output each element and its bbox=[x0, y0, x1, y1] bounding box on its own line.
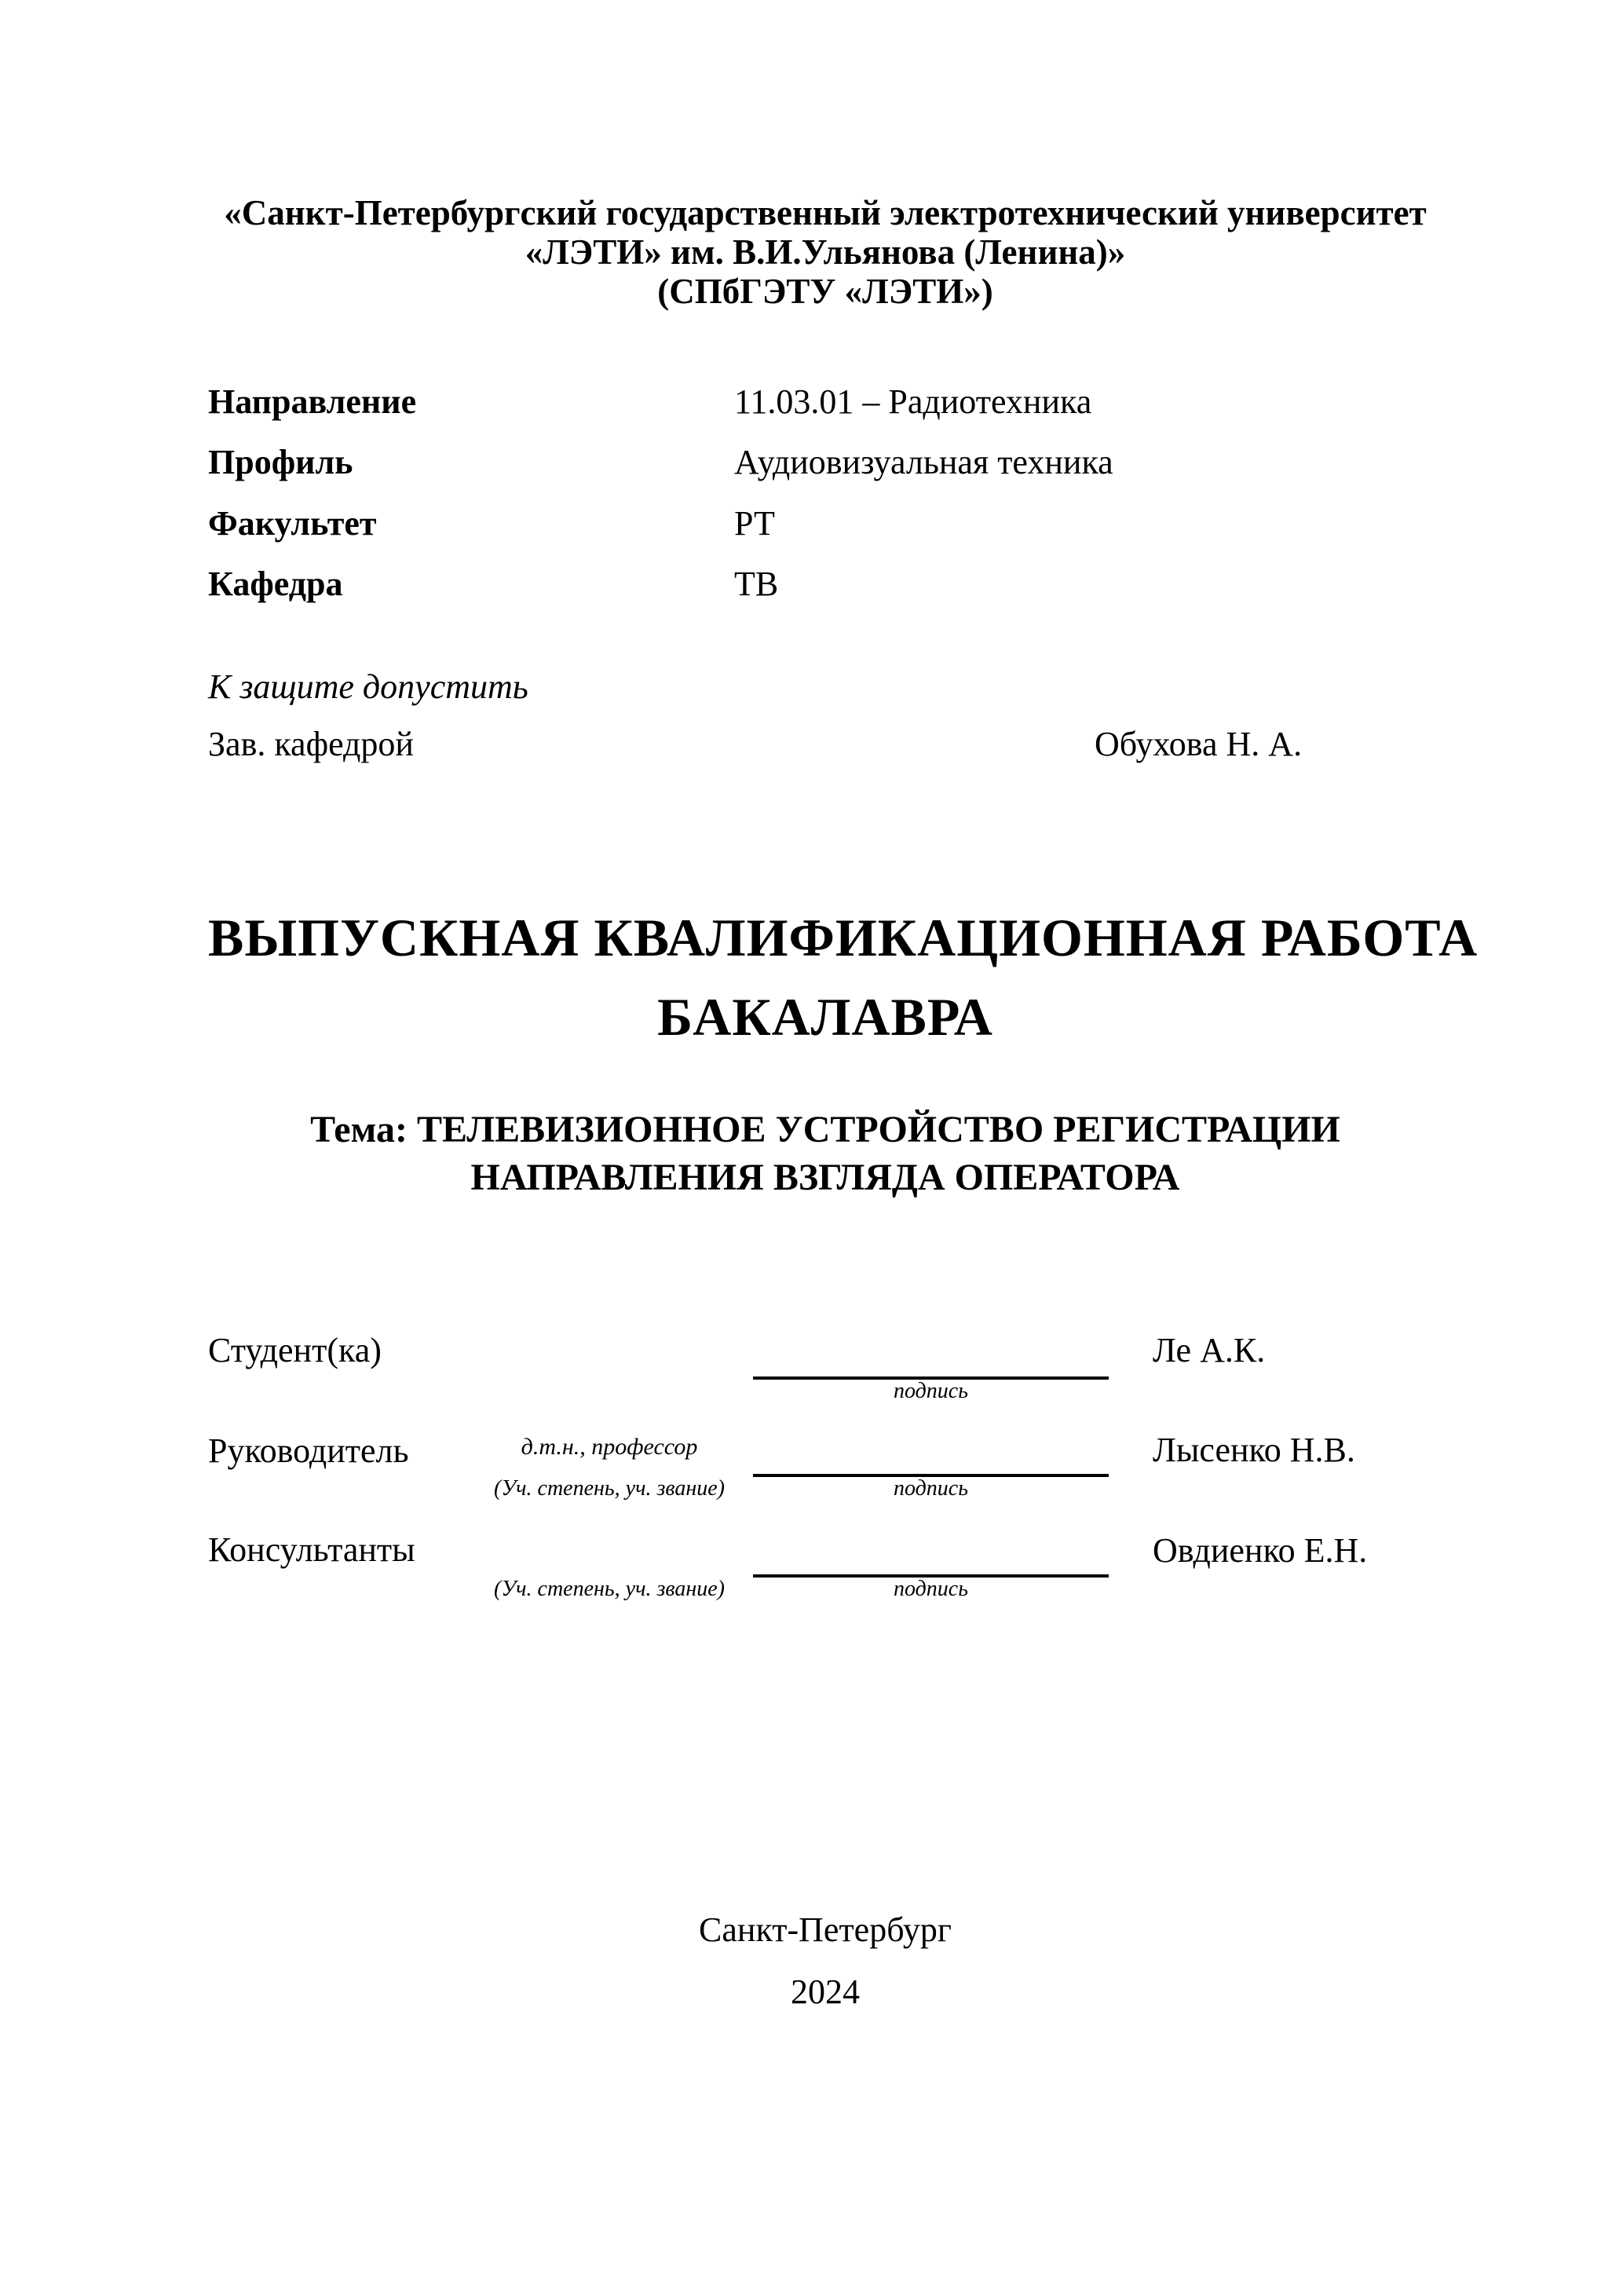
signature-caption-consultants: подпись bbox=[894, 1577, 968, 1601]
field-label-profile: Профиль bbox=[208, 443, 353, 481]
university-abbreviation: (СПбГЭТУ «ЛЭТИ») bbox=[657, 272, 993, 311]
field-value-direction: 11.03.01 – Радиотехника bbox=[734, 382, 1092, 421]
theme-line2: НАПРАВЛЕНИЯ ВЗГЛЯДА ОПЕРАТОРА bbox=[470, 1157, 1180, 1198]
field-value-faculty: РТ bbox=[734, 504, 775, 543]
student-name: Ле А.К. bbox=[1153, 1331, 1266, 1369]
admission-note: К защите допустить bbox=[208, 667, 528, 706]
university-name-line2: «ЛЭТИ» им. В.И.Ульянова (Ленина)» bbox=[525, 232, 1126, 272]
field-label-department: Кафедра bbox=[208, 565, 343, 603]
field-label-direction: Направление bbox=[208, 382, 417, 421]
footer-city: Санкт-Петербург bbox=[699, 1910, 952, 1949]
supervisor-qualification: д.т.н., профессор bbox=[521, 1434, 698, 1460]
department-head-name: Обухова Н. А. bbox=[1095, 725, 1303, 763]
work-title-line2: БАКАЛАВРА bbox=[657, 987, 993, 1047]
signature-caption-supervisor: подпись bbox=[894, 1476, 968, 1501]
university-name-line1: «Санкт-Петербургский государственный электротехнический университет bbox=[224, 193, 1427, 232]
work-title-line1: ВЫПУСКНАЯ КВАЛИФИКАЦИОННАЯ РАБОТА bbox=[208, 908, 1479, 967]
supervisor-qualification-caption: (Уч. степень, уч. звание) bbox=[494, 1476, 725, 1501]
supervisor-name: Лысенко Н.В. bbox=[1153, 1431, 1355, 1469]
field-value-profile: Аудиовизуальная техника bbox=[734, 443, 1113, 481]
footer-year: 2024 bbox=[791, 1972, 860, 2011]
signature-role-student: Студент(ка) bbox=[208, 1331, 382, 1369]
consultants-name: Овдиенко Е.Н. bbox=[1153, 1531, 1368, 1570]
signature-role-consultants: Консультанты bbox=[208, 1530, 415, 1569]
field-value-department: ТВ bbox=[734, 565, 779, 603]
signature-role-supervisor: Руководитель bbox=[208, 1431, 409, 1470]
signature-caption-student: подпись bbox=[894, 1379, 968, 1403]
department-head-label: Зав. кафедрой bbox=[208, 725, 414, 763]
consultants-qualification-caption: (Уч. степень, уч. звание) bbox=[494, 1577, 725, 1601]
field-label-faculty: Факультет bbox=[208, 504, 377, 543]
theme-line1: Тема: ТЕЛЕВИЗИОННОЕ УСТРОЙСТВО РЕГИСТРАЦИИ bbox=[310, 1109, 1340, 1150]
